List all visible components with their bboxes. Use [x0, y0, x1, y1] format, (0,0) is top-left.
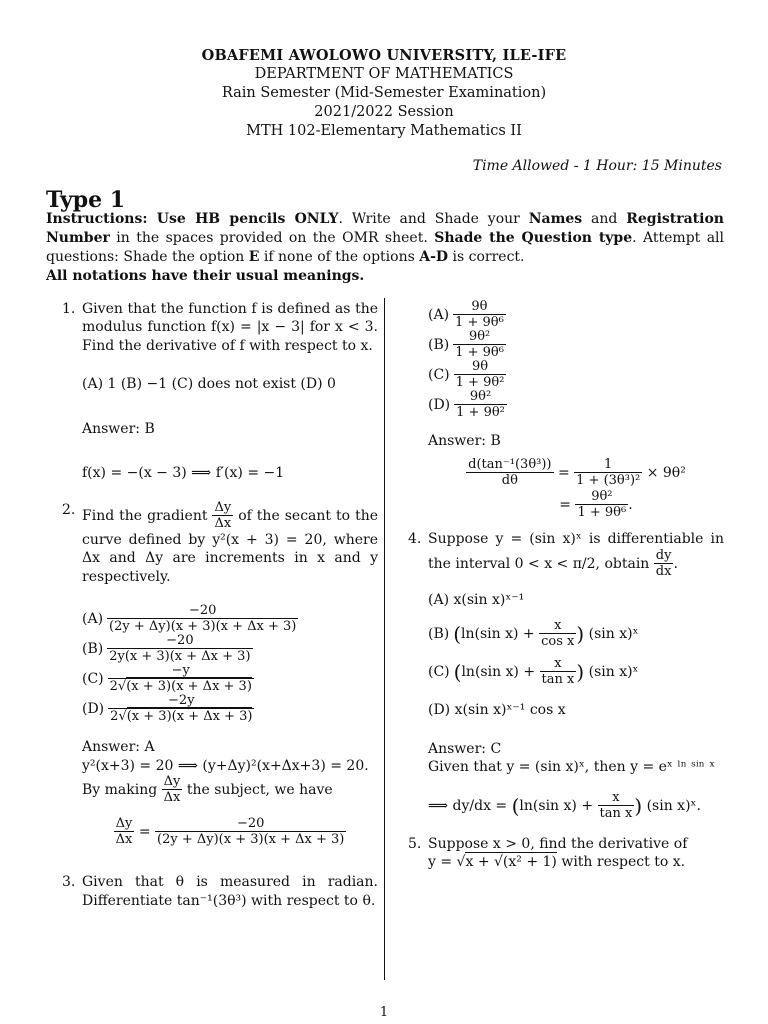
q2-option-b: [82, 634, 378, 664]
instr-b1: Instructions: Use HB pencils ONLY: [46, 211, 339, 227]
q4-work2-pre: ⟹ dy/dx =: [428, 797, 508, 814]
q2-answer: Answer: A: [82, 739, 155, 756]
semester: Rain Semester (Mid-Semester Examination): [221, 85, 547, 101]
q2-opt-c-d-pre: 2: [109, 679, 118, 695]
q2-opt-a-label: (A): [82, 610, 104, 627]
q2-final-rhs-d: (2y + Δy)(x + 3)(x + Δx + 3): [157, 832, 345, 848]
q1-text: Given that the function f is defined as the modulus function f(x) = |x − 3| for x < 3. Find the derivative of f with respect to x.: [82, 301, 378, 354]
instr-b2: Names: [528, 211, 583, 227]
q4-opt-b-post: (sin x)ˣ: [588, 626, 639, 643]
q4-opt-c-label: (C): [428, 664, 450, 681]
instr-t6: is correct.: [448, 249, 525, 265]
q2-text-a: Find the gradient: [82, 507, 208, 524]
q2-final-lhs-n: Δy: [115, 816, 133, 832]
q2-opt-c-n: −y: [171, 663, 190, 679]
q2-opt-c-d-sqrt: (x + 3)(x + Δx + 3): [126, 679, 252, 695]
q2-gradient-fraction: [212, 501, 233, 531]
q3-opt-d-label: (D): [428, 396, 451, 413]
q3-w-r2-n: 9θ²: [591, 489, 613, 505]
q4-opt-c-pre: ln(sin x) +: [461, 664, 536, 681]
q3-opt-a-d: 1 + 9θ⁶: [455, 315, 504, 330]
q2-final-lhs-d: Δx: [115, 832, 133, 848]
q4-work2-d: tan x: [599, 805, 633, 821]
q4-frac-d: dx: [654, 563, 674, 579]
q3-w-times: × 9θ²: [646, 465, 686, 482]
q1-work: f(x) = −(x − 3) ⟹ f′(x) = −1: [82, 465, 285, 482]
q5-text: Suppose x > 0, find the derivative of: [428, 835, 688, 852]
university-name: OBAFEMI AWOLOWO UNIVERSITY, ILE-IFE: [201, 47, 567, 64]
question-2: [62, 501, 378, 847]
q2-work2-frac-d: Δx: [163, 790, 181, 806]
q4-work1: Given that y = (sin x)ˣ, then y = eˣ ˡⁿ ˢⁱⁿ ˣ: [428, 759, 716, 776]
q4-opt-b-pre: ln(sin x) +: [461, 626, 535, 643]
q4-work2-post: (sin x)ˣ.: [646, 797, 701, 814]
q4-text-a: Suppose y = (sin x)ˣ is differentiable in the interval 0 < x < π/2, obtain: [428, 531, 724, 572]
q4-option-d: (D) x(sin x)ˣ⁻¹ cos x: [428, 702, 566, 719]
q2-final-equation: $\frac{\Delta y}{\Delta x}$ = $\frac{-20}{(2y + \Delta y)(x + 3)(x + \Delta x + 3)}$: [115, 816, 345, 848]
q2-text-b: of the secant to the curve defined by y²(x + 3) = 20, where Δx and Δy are increments in x and y respectively.: [82, 507, 379, 585]
q2-opt-a-d: (2y + Δy)(x + 3)(x + Δx + 3): [109, 619, 297, 635]
q3-option-b: [428, 330, 724, 360]
q2-option-d: (D) $\frac{-2y}{2√(x + 3)(x + \Delta x + 3)}$: [82, 693, 253, 725]
q3-option-d: [428, 390, 724, 420]
q3-opt-c-label: (C): [428, 366, 450, 383]
notation-note: All notations have their usual meanings.: [46, 268, 365, 284]
page-number: 1: [379, 1005, 389, 1020]
instr-t1: . Write and Shade your: [338, 211, 529, 227]
q3-opt-c-d: 1 + 9θ²: [455, 375, 505, 390]
instr-t3: in the spaces provided on the OMR sheet.: [109, 230, 435, 246]
question-5: [408, 835, 724, 872]
q2-option-c: (C) $\frac{-y}{2√(x + 3)(x + \Delta x + 3)}$: [82, 663, 252, 695]
q3-work-line2: = $\frac{\text{9θ²}}{\text{1 + 9θ⁶}}$ .: [559, 489, 633, 521]
instr-b6: A-D: [419, 249, 449, 265]
q5-text2-b: with respect to x.: [561, 854, 686, 871]
session: 2021/2022 Session: [314, 104, 454, 120]
question-3: [62, 873, 378, 910]
q2-opt-d-d-sqrt: (x + 3)(x + Δx + 3): [126, 709, 253, 725]
q5-text2-a: y =: [428, 854, 453, 871]
q4-opt-b-d: cos x: [541, 634, 575, 650]
q4-opt-b-n: x: [554, 618, 562, 634]
q3-w-r2-d: 1 + 9θ⁶: [577, 505, 627, 521]
q2-work2-frac-n: Δy: [163, 774, 181, 790]
q3-opt-a-label: (A): [428, 306, 450, 323]
time-allowed: Time Allowed - 1 Hour: 15 Minutes: [472, 158, 722, 174]
q5-text2-sqrt: x + √(x² + 1): [465, 854, 557, 871]
q2-frac-n: Δy: [214, 499, 232, 515]
q2-work2: [82, 775, 378, 805]
q3-answer: Answer: B: [428, 433, 501, 449]
q2-opt-d-d-pre: 2: [110, 709, 119, 725]
instr-t2: and: [582, 211, 627, 227]
right-column: [408, 300, 724, 872]
q3-opt-d-d: 1 + 9θ²: [456, 405, 505, 420]
q2-opt-b-d: 2y(x + 3)(x + Δx + 3): [109, 649, 251, 665]
type-title: Type 1: [46, 187, 126, 213]
q3-w-r1-n: 1: [604, 457, 613, 473]
q2-work1: y²(x+3) = 20 ⟹ (y+Δy)²(x+Δx+3) = 20.: [82, 757, 369, 774]
q2-opt-d-n: −2y: [168, 693, 195, 709]
q4-text: Suppose y = (sin x)ˣ is differentiable in the interval 0 < x < π/2, obtain $\frac{dy}{dx}$ .: [428, 531, 724, 579]
instr-b5: E: [248, 249, 260, 265]
q5-number: 5.: [408, 835, 422, 852]
q3-opt-d-n: 9θ²: [469, 389, 492, 404]
q2-opt-d-label: (D): [82, 700, 105, 717]
instr-b3: Registration Number: [46, 211, 724, 246]
q3-option-c: [428, 360, 724, 390]
q2-text: [82, 501, 378, 586]
q2-opt-b-label: (B): [82, 640, 104, 657]
q3-opt-b-label: (B): [428, 336, 450, 353]
q4-frac-n: dy: [655, 547, 672, 563]
q3-text: Given that θ is measured in radian. Differentiate tan⁻¹(3θ³) with respect to θ.: [82, 874, 378, 909]
q2-work2-a: By making: [82, 782, 158, 799]
q3-number: 3.: [62, 874, 76, 891]
q4-opt-c-post: (sin x)ˣ: [588, 664, 639, 681]
q4-opt-c-d: tan x: [541, 672, 575, 688]
q2-opt-a-n: −20: [189, 603, 217, 619]
instr-t4: . Attempt all questions: Shade the option: [46, 230, 725, 265]
q3-option-a: [428, 300, 724, 330]
instr-b4: Shade the Question type: [434, 230, 633, 246]
q4-answer: Answer: C: [428, 740, 502, 757]
exam-header: [0, 46, 768, 141]
q3-opt-c-n: 9θ: [471, 359, 489, 374]
question-1: [62, 300, 378, 483]
q1-answer: Answer: B: [82, 420, 155, 437]
q2-number: 2.: [62, 501, 76, 518]
q1-number: 1.: [62, 301, 76, 317]
q4-option-c: (C) ( ln(sin x) + $\frac{x}{\text{tan x}}$ ) (sin x)ˣ: [428, 656, 639, 688]
q3-w-r1-d: 1 + (3θ³)²: [576, 473, 641, 489]
q4-work2: ⟹ dy/dx = ( ln(sin x) + $\frac{x}{\text{tan x}}$ ) (sin x)ˣ.: [428, 789, 701, 821]
q4-work2-n: x: [612, 789, 620, 805]
q3-w-lhs-d: dθ: [466, 472, 553, 488]
q2-option-a: [82, 604, 378, 634]
q3-opt-a-n: 9θ: [471, 299, 488, 314]
q2-frac-d: Δx: [214, 515, 232, 531]
q2-opt-c-label: (C): [82, 670, 104, 687]
q5-text2: y = √x + √(x² + 1) with respect to x.: [428, 854, 686, 871]
question-4: [408, 530, 724, 820]
instr-t5: if none of the options: [259, 249, 420, 265]
q3-w-lhs-n: d(tan⁻¹(3θ³)): [468, 457, 552, 473]
question-3-options: [408, 300, 724, 520]
column-divider: [384, 298, 385, 980]
q4-number: 4.: [408, 531, 422, 548]
q3-opt-b-n: 9θ²: [468, 329, 491, 344]
q4-option-a: (A) x(sin x)ˣ⁻¹: [428, 591, 525, 608]
department-name: DEPARTMENT OF MATHEMATICS: [254, 66, 514, 82]
course-title: MTH 102-Elementary Mathematics II: [246, 123, 522, 139]
q3-opt-b-d: 1 + 9θ⁶: [455, 345, 504, 360]
q4-opt-c-n: x: [554, 656, 562, 672]
q4-option-b: (B) ( ln(sin x) + $\frac{x}{\text{cos x}}$ ) (sin x)ˣ: [428, 618, 639, 650]
left-column: [62, 300, 378, 910]
instructions: [46, 210, 724, 286]
q1-options: (A) 1 (B) −1 (C) does not exist (D) 0: [82, 376, 336, 393]
q4-opt-b-label: (B): [428, 626, 450, 643]
q4-work2-in: ln(sin x) +: [519, 797, 594, 814]
q3-work-line1: $\frac{\text{d(tan⁻¹(3θ³))}}{d\theta}$ = $\frac{1}{\text{1 + (3θ³)²}}$ × 9θ²: [468, 457, 686, 489]
q2-work2-b: the subject, we have: [186, 782, 333, 799]
q2-final-rhs-n: −20: [236, 816, 265, 832]
q2-opt-b-n: −20: [166, 633, 194, 649]
